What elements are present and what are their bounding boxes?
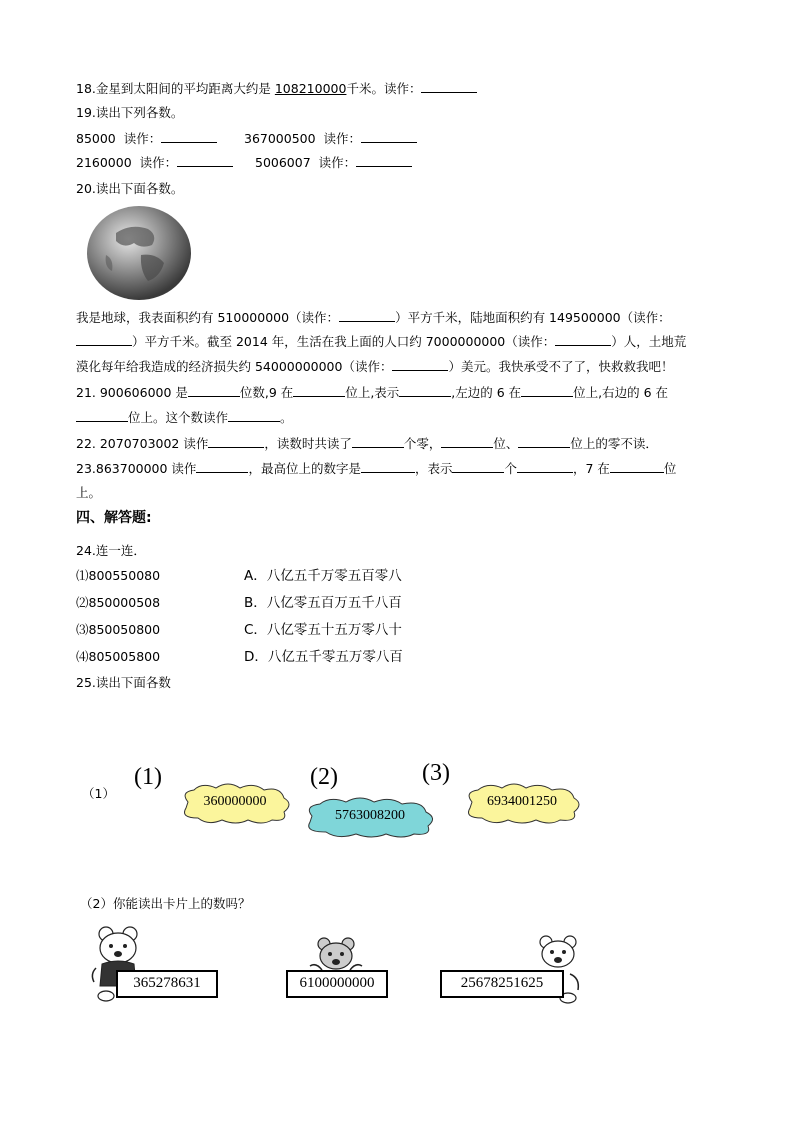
number-cloud-2 (300, 796, 440, 838)
answer-blank[interactable] (356, 154, 412, 167)
answer-blank[interactable] (399, 384, 451, 397)
cloud-number: 6934001250 (487, 794, 557, 809)
q22-text: 位上的零不读． (570, 436, 658, 451)
q20-text: ）平方千米。截至 2014 年，生活在我上面的人口约 7000000000（读作： (132, 334, 556, 349)
q24-left-item[interactable]: ⑶850050800 (76, 622, 161, 637)
q18-suffix: 千米。读作： (346, 81, 422, 96)
answer-blank[interactable] (188, 384, 240, 397)
answer-blank[interactable] (352, 435, 404, 448)
q20-text: 我是地球，我表面积约有 510000000（读作： (76, 310, 340, 325)
q24-left-item[interactable]: ⑵850000508 (76, 595, 161, 610)
q23-text: 位 (663, 461, 677, 476)
q21-text: 。 (280, 410, 293, 425)
q25-title: 25.读出下面各数 (76, 675, 171, 690)
answer-blank[interactable] (76, 333, 132, 346)
q24-left-item[interactable]: ⑴800550080 (76, 568, 161, 583)
q18-line (76, 80, 477, 98)
q23-text: 个 (504, 461, 517, 476)
q21-line-2 (76, 409, 293, 427)
q21-text: 21. 900606000 是 (76, 385, 188, 400)
q25-part-2-label: （2）你能读出卡片上的数吗？ (80, 896, 251, 911)
answer-blank[interactable] (518, 435, 570, 448)
section-heading: 四、解答题: (76, 510, 152, 526)
q19-number: 2160000 (76, 155, 132, 170)
q23-line-1 (76, 460, 676, 478)
q20-line-1 (76, 309, 671, 327)
answer-blank[interactable] (339, 309, 395, 322)
q21-text: 位数,9 在 (239, 385, 294, 400)
cloud-number: 5763008200 (335, 808, 405, 823)
q19-item-3 (76, 154, 233, 172)
answer-blank[interactable] (293, 384, 345, 397)
q22-text: 个零， (403, 436, 442, 451)
q21-text: 位上,表示 (345, 385, 400, 400)
q19-item-1 (76, 130, 217, 148)
cloud-number: 360000000 (203, 794, 267, 809)
answer-blank[interactable] (555, 333, 611, 346)
q20-line-2 (76, 333, 686, 351)
q20-text: ）美元。我快承受不了了，快救救我吧！ (448, 359, 674, 374)
q19-number: 85000 (76, 131, 116, 146)
q23-text: 23.863700000 读作 (76, 461, 197, 476)
cloud-label-3: (3) (422, 760, 450, 786)
number-card-3: 25678251625 (440, 970, 564, 998)
q24-left-item[interactable]: ⑷805005800 (76, 649, 161, 664)
q20-text: ）人，土地荒 (611, 334, 687, 349)
q23-text: ，7 在 (572, 461, 610, 476)
q24-right-item[interactable]: A．八亿五千万零五百零八 (244, 568, 402, 584)
q18-number: 108210000 (274, 81, 347, 96)
q21-text: 位上,右边的 6 在 (573, 385, 669, 400)
q21-text: ,左边的 6 在 (451, 385, 522, 400)
read-label: 读作： (323, 131, 362, 146)
number-cloud-3 (460, 782, 584, 824)
q22-line (76, 435, 658, 453)
q20-line-3 (76, 358, 673, 376)
answer-blank[interactable] (610, 460, 664, 473)
q21-text: 位上。这个数读作 (128, 410, 229, 425)
q18-answer-blank[interactable] (421, 80, 477, 93)
cloud-label-2: (2) (310, 764, 338, 790)
answer-blank[interactable] (517, 460, 573, 473)
q23-text: ，表示 (414, 461, 453, 476)
q20-title: 20.读出下面各数。 (76, 181, 184, 196)
number-card-2: 6100000000 (286, 970, 388, 998)
q25-part-1-label: （1） (82, 786, 115, 801)
read-label: 读作： (123, 131, 162, 146)
number-cloud-1 (176, 782, 294, 824)
q19-item-4 (255, 154, 412, 172)
q21-line-1 (76, 384, 668, 402)
q23-text: ，最高位上的数字是 (248, 461, 361, 476)
answer-blank[interactable] (177, 154, 233, 167)
read-label: 读作： (139, 155, 178, 170)
q22-text: 位、 (493, 436, 519, 451)
answer-blank[interactable] (452, 460, 504, 473)
q24-right-item[interactable]: C．八亿零五十五万零八十 (244, 622, 402, 638)
answer-blank[interactable] (161, 130, 217, 143)
answer-blank[interactable] (441, 435, 493, 448)
q19-title: 19.读出下列各数。 (76, 105, 184, 120)
q22-text: ，读数时共读了 (264, 436, 352, 451)
q24-title: 24.连一连． (76, 543, 146, 558)
answer-blank[interactable] (392, 358, 448, 371)
answer-blank[interactable] (76, 409, 128, 422)
answer-blank[interactable] (196, 460, 248, 473)
read-label: 读作： (318, 155, 357, 170)
answer-blank[interactable] (208, 435, 264, 448)
answer-blank[interactable] (228, 409, 280, 422)
q19-item-2 (244, 130, 417, 148)
answer-blank[interactable] (521, 384, 573, 397)
q24-right-item[interactable]: B．八亿零五百万五千八百 (244, 595, 402, 611)
q20-text: 漠化每年给我造成的经济损失约 54000000000（读作： (76, 359, 393, 374)
answer-blank[interactable] (361, 460, 415, 473)
earth-globe-image (86, 205, 192, 301)
answer-blank[interactable] (361, 130, 417, 143)
q24-right-item[interactable]: D．八亿五千零五万零八百 (244, 649, 403, 665)
q23-line-2: 上。 (76, 485, 102, 500)
q22-text: 22. 2070703002 读作 (76, 436, 209, 451)
cloud-label-1: (1) (134, 764, 162, 790)
q19-number: 5006007 (255, 155, 311, 170)
q18-prefix: 18.金星到太阳间的平均距离大约是 (76, 81, 275, 96)
q19-number: 367000500 (244, 131, 316, 146)
number-card-1: 365278631 (116, 970, 218, 998)
q20-text: ）平方千米，陆地面积约有 149500000（读作： (395, 310, 671, 325)
